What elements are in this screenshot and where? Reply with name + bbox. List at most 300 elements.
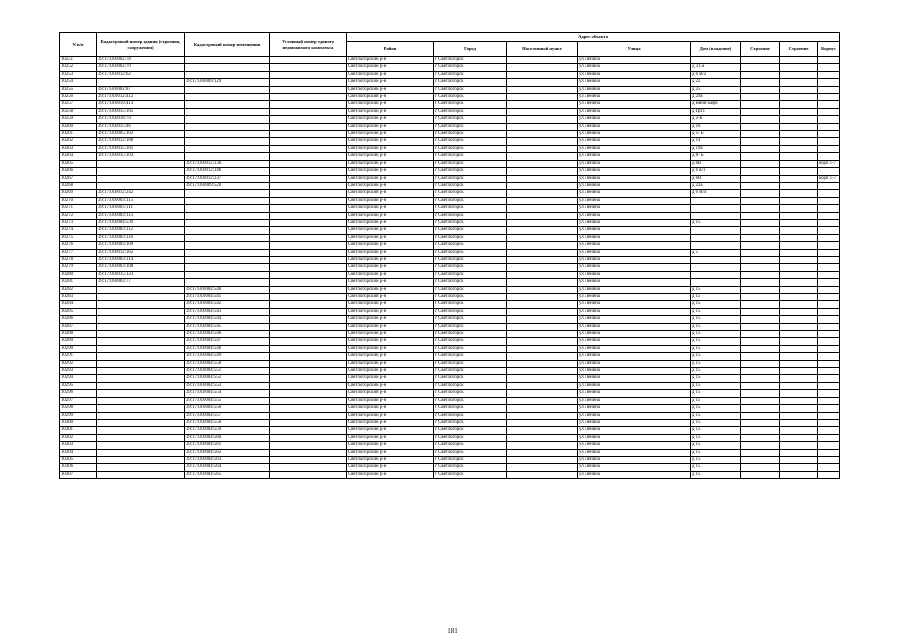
row-num-cell: 10287 [60,323,97,330]
city-cell: г Светлогорск [434,464,507,471]
building-cadastral-cell [97,471,185,478]
locality-cell [507,382,578,389]
korpus-cell [818,353,840,360]
building-cell [741,94,780,101]
building-cell [741,301,780,308]
street-cell: ул Ленина [578,442,691,449]
locality-cell [507,116,578,123]
row-num-cell: 10270 [60,197,97,204]
locality-cell [507,360,578,367]
structure-cell [780,227,818,234]
locality-cell [507,175,578,182]
locality-cell [507,94,578,101]
locality-cell [507,227,578,234]
korpus-cell [818,197,840,204]
district-cell: Светлогорский р-н [347,197,434,204]
room-cadastral-cell: 39:17:010004:544 [185,316,270,323]
district-cell: Светлогорский р-н [347,57,434,64]
house-cell: д 19а [691,145,741,152]
street-cell: ул Ленина [578,390,691,397]
district-cell: Светлогорский р-н [347,212,434,219]
locality-cell [507,338,578,345]
structure-cell [780,345,818,352]
house-cell: д 22 [691,79,741,86]
table-row [60,145,840,152]
table-row [60,190,840,197]
building-cadastral-cell [97,405,185,412]
korpus-cell [818,419,840,426]
table-row [60,264,840,271]
complex-number-cell [270,219,347,226]
building-cell [741,197,780,204]
structure-cell [780,153,818,160]
table-row [60,234,840,241]
building-cadastral-cell: 39:17:010012:188 [97,138,185,145]
building-cell [741,353,780,360]
street-cell: ул Ленина [578,375,691,382]
room-cadastral-cell [185,242,270,249]
korpus-cell [818,242,840,249]
row-num-cell: 10307 [60,471,97,478]
street-cell: ул Ленина [578,264,691,271]
street-cell: ул Ленина [578,101,691,108]
room-cadastral-cell: 39:17:010004:546 [185,331,270,338]
room-cadastral-cell: 39:17:010004:540 [185,286,270,293]
street-cell: ул Ленина [578,397,691,404]
room-cadastral-cell: 39:17:010004:555 [185,397,270,404]
building-cadastral-cell [97,456,185,463]
korpus-cell [818,449,840,456]
table-row [60,160,840,167]
room-cadastral-cell [185,256,270,263]
structure-cell [780,160,818,167]
building-cadastral-cell [97,419,185,426]
locality-cell [507,212,578,219]
building-cadastral-cell [97,160,185,167]
table-row [60,390,840,397]
locality-cell [507,101,578,108]
street-cell: ул Ленина [578,212,691,219]
room-cadastral-cell: 39:17:010004:561 [185,442,270,449]
district-cell: Светлогорский р-н [347,123,434,130]
room-cadastral-cell: 39:17:010004:543 [185,308,270,315]
table-row [60,412,840,419]
room-cadastral-cell: 39:17:010004:563 [185,456,270,463]
header-locality: Населенный пункт [507,42,578,57]
table-row [60,301,840,308]
building-cadastral-cell [97,331,185,338]
city-cell: г Светлогорск [434,271,507,278]
locality-cell [507,308,578,315]
row-num-cell: 10262 [60,138,97,145]
locality-cell [507,271,578,278]
table-row [60,360,840,367]
city-cell: г Светлогорск [434,197,507,204]
building-cell [741,101,780,108]
street-cell: ул Ленина [578,427,691,434]
house-cell: д 15 [691,323,741,330]
city-cell: г Светлогорск [434,219,507,226]
district-cell: Светлогорский р-н [347,249,434,256]
building-cell [741,294,780,301]
row-num-cell: 10269 [60,190,97,197]
building-cell [741,71,780,78]
city-cell: г Светлогорск [434,64,507,71]
district-cell: Светлогорский р-н [347,182,434,189]
room-cadastral-cell: 39:17:010009:129 [185,79,270,86]
house-cell: д 6 в/1 [691,168,741,175]
row-num-cell: 10285 [60,308,97,315]
street-cell: ул Ленина [578,108,691,115]
header-structure: Строение [780,42,818,57]
complex-number-cell [270,57,347,64]
structure-cell [780,219,818,226]
district-cell: Светлогорский р-н [347,331,434,338]
building-cell [741,375,780,382]
city-cell: г Светлогорск [434,471,507,478]
house-cell: д 15 [691,397,741,404]
room-cadastral-cell: 39:17:010004:541 [185,294,270,301]
complex-number-cell [270,256,347,263]
table-row [60,294,840,301]
locality-cell [507,449,578,456]
structure-cell [780,301,818,308]
korpus-cell [818,345,840,352]
street-cell: ул Ленина [578,131,691,138]
house-cell [691,234,741,241]
street-cell: ул Ленина [578,94,691,101]
structure-cell [780,168,818,175]
district-cell: Светлогорский р-н [347,449,434,456]
korpus-cell [818,301,840,308]
city-cell: г Светлогорск [434,234,507,241]
korpus-cell [818,79,840,86]
row-num-cell: 10261 [60,131,97,138]
row-num-cell: 10268 [60,182,97,189]
korpus-cell [818,271,840,278]
structure-cell [780,123,818,130]
locality-cell [507,71,578,78]
city-cell: г Светлогорск [434,338,507,345]
house-cell: д 15 [691,419,741,426]
row-num-cell: 10260 [60,123,97,130]
korpus-cell [818,190,840,197]
structure-cell [780,390,818,397]
building-cell [741,205,780,212]
registry-table [59,32,840,479]
table-row [60,138,840,145]
complex-number-cell [270,345,347,352]
city-cell: г Светлогорск [434,131,507,138]
locality-cell [507,434,578,441]
korpus-cell [818,138,840,145]
room-cadastral-cell: 39:17:010004:552 [185,375,270,382]
building-cadastral-cell: 39:17:010002:79 [97,64,185,71]
district-cell: Светлогорский р-н [347,419,434,426]
district-cell: Светлогорский р-н [347,316,434,323]
building-cell [741,160,780,167]
room-cadastral-cell: 39:17:010004:548 [185,345,270,352]
street-cell: ул Ленина [578,382,691,389]
locality-cell [507,160,578,167]
locality-cell [507,294,578,301]
street-cell: ул Ленина [578,464,691,471]
complex-number-cell [270,286,347,293]
locality-cell [507,301,578,308]
city-cell: г Светлогорск [434,434,507,441]
korpus-cell [818,464,840,471]
street-cell: ул Ленина [578,449,691,456]
building-cell [741,308,780,315]
room-cadastral-cell: 39:17:010004:542 [185,301,270,308]
structure-cell [780,279,818,286]
building-cadastral-cell [97,323,185,330]
table-row [60,197,840,204]
building-cell [741,234,780,241]
korpus-cell [818,101,840,108]
row-num-cell: 10290 [60,345,97,352]
street-cell: ул Ленина [578,456,691,463]
building-cadastral-cell [97,397,185,404]
complex-number-cell [270,168,347,175]
building-cadastral-cell: 39:17:010012:62 [97,71,185,78]
district-cell: Светлогорский р-н [347,64,434,71]
building-cell [741,419,780,426]
district-cell: Светлогорский р-н [347,390,434,397]
row-num-cell: 10301 [60,427,97,434]
room-cadastral-cell: 39:17:010004:564 [185,464,270,471]
locality-cell [507,219,578,226]
korpus-cell [818,375,840,382]
building-cell [741,390,780,397]
structure-cell [780,338,818,345]
house-cell [691,227,741,234]
building-cell [741,279,780,286]
row-num-cell: 10282 [60,286,97,293]
complex-number-cell [270,182,347,189]
structure-cell [780,264,818,271]
row-num-cell: 10292 [60,360,97,367]
building-cell [741,464,780,471]
complex-number-cell [270,212,347,219]
table-row [60,382,840,389]
building-cell [741,434,780,441]
city-cell: г Светлогорск [434,286,507,293]
structure-cell [780,145,818,152]
locality-cell [507,427,578,434]
building-cell [741,331,780,338]
complex-number-cell [270,301,347,308]
district-cell: Светлогорский р-н [347,338,434,345]
korpus-cell [818,397,840,404]
korpus-cell [818,442,840,449]
locality-cell [507,419,578,426]
district-cell: Светлогорский р-н [347,323,434,330]
house-cell [691,197,741,204]
district-cell: Светлогорский р-н [347,345,434,352]
house-cell: д 15 [691,464,741,471]
building-cadastral-cell [97,360,185,367]
building-cadastral-cell: 39:17:010003:111 [97,205,185,212]
table-row [60,345,840,352]
house-cell: д 15 [691,427,741,434]
locality-cell [507,264,578,271]
complex-number-cell [270,427,347,434]
structure-cell [780,234,818,241]
street-cell: ул Ленина [578,205,691,212]
table-row [60,456,840,463]
building-cadastral-cell: 39:17:010012:362 [97,249,185,256]
house-cell: д 15 [691,338,741,345]
korpus-cell [818,382,840,389]
house-cell: д 15 [691,308,741,315]
building-cell [741,227,780,234]
city-cell: г Светлогорск [434,212,507,219]
city-cell: г Светлогорск [434,368,507,375]
building-cadastral-cell [97,427,185,434]
table-row [60,79,840,86]
row-num-cell: 10258 [60,108,97,115]
complex-number-cell [270,205,347,212]
korpus-cell [818,264,840,271]
row-num-cell: 10253 [60,71,97,78]
city-cell: г Светлогорск [434,175,507,182]
room-cadastral-cell [185,249,270,256]
room-cadastral-cell [185,212,270,219]
table-row [60,182,840,189]
district-cell: Светлогорский р-н [347,79,434,86]
korpus-cell [818,168,840,175]
room-cadastral-cell: 39:17:010004:560 [185,434,270,441]
korpus-cell [818,64,840,71]
table-row [60,368,840,375]
city-cell: г Светлогорск [434,301,507,308]
district-cell: Светлогорский р-н [347,286,434,293]
table-row [60,57,840,64]
structure-cell [780,175,818,182]
structure-cell [780,79,818,86]
korpus-cell [818,286,840,293]
street-cell: ул Ленина [578,57,691,64]
house-cell: д 15 [691,368,741,375]
house-cell: д 29а [691,94,741,101]
structure-cell [780,316,818,323]
building-cadastral-cell [97,353,185,360]
locality-cell [507,138,578,145]
locality-cell [507,412,578,419]
room-cadastral-cell [185,57,270,64]
row-num-cell: 10286 [60,316,97,323]
city-cell: г Светлогорск [434,345,507,352]
structure-cell [780,86,818,93]
row-num-cell: 10276 [60,242,97,249]
structure-cell [780,242,818,249]
korpus-cell [818,182,840,189]
street-cell: ул Ленина [578,323,691,330]
table-row [60,338,840,345]
table-row [60,434,840,441]
row-num-cell: 10297 [60,397,97,404]
building-cell [741,256,780,263]
locality-cell [507,108,578,115]
table-row [60,64,840,71]
locality-cell [507,197,578,204]
district-cell: Светлогорский р-н [347,94,434,101]
table-row [60,86,840,93]
complex-number-cell [270,79,347,86]
city-cell: г Светлогорск [434,242,507,249]
locality-cell [507,256,578,263]
korpus-cell [818,94,840,101]
locality-cell [507,131,578,138]
row-num-cell: 10299 [60,412,97,419]
street-cell: ул Ленина [578,294,691,301]
complex-number-cell [270,264,347,271]
row-num-cell: 10264 [60,153,97,160]
room-cadastral-cell [185,86,270,93]
building-cadastral-cell: 39:17:010003:115 [97,197,185,204]
row-num-cell: 10263 [60,145,97,152]
room-cadastral-cell: 39:17:010004:554 [185,390,270,397]
city-cell: г Светлогорск [434,182,507,189]
korpus-cell [818,471,840,478]
room-cadastral-cell [185,108,270,115]
house-cell: д 14 [691,138,741,145]
building-cell [741,456,780,463]
city-cell: г Светлогорск [434,353,507,360]
building-cell [741,405,780,412]
table-row [60,108,840,115]
building-cell [741,345,780,352]
district-cell: Светлогорский р-н [347,360,434,367]
locality-cell [507,64,578,71]
building-cadastral-cell: 39:17:010003:109 [97,242,185,249]
room-cadastral-cell [185,227,270,234]
house-cell: д 15 [691,219,741,226]
locality-cell [507,234,578,241]
locality-cell [507,464,578,471]
table-row [60,242,840,249]
building-cell [741,449,780,456]
table-row [60,316,840,323]
locality-cell [507,397,578,404]
structure-cell [780,101,818,108]
complex-number-cell [270,249,347,256]
city-cell: г Светлогорск [434,316,507,323]
locality-cell [507,279,578,286]
korpus-cell [818,434,840,441]
row-num-cell: 10254 [60,79,97,86]
header-complex-number: Условный номер единого недвижимого комплекса [270,33,347,57]
building-cell [741,382,780,389]
building-cell [741,123,780,130]
locality-cell [507,168,578,175]
korpus-cell [818,123,840,130]
korpus-cell [818,316,840,323]
street-cell: ул Ленина [578,301,691,308]
house-cell [691,212,741,219]
structure-cell [780,464,818,471]
street-cell: ул Ленина [578,234,691,241]
locality-cell [507,145,578,152]
table-row [60,123,840,130]
city-cell: г Светлогорск [434,308,507,315]
city-cell: г Светлогорск [434,264,507,271]
table-row [60,153,840,160]
building-cadastral-cell: 39:17:010015:101 [97,145,185,152]
row-num-cell: 10305 [60,456,97,463]
house-cell [691,256,741,263]
